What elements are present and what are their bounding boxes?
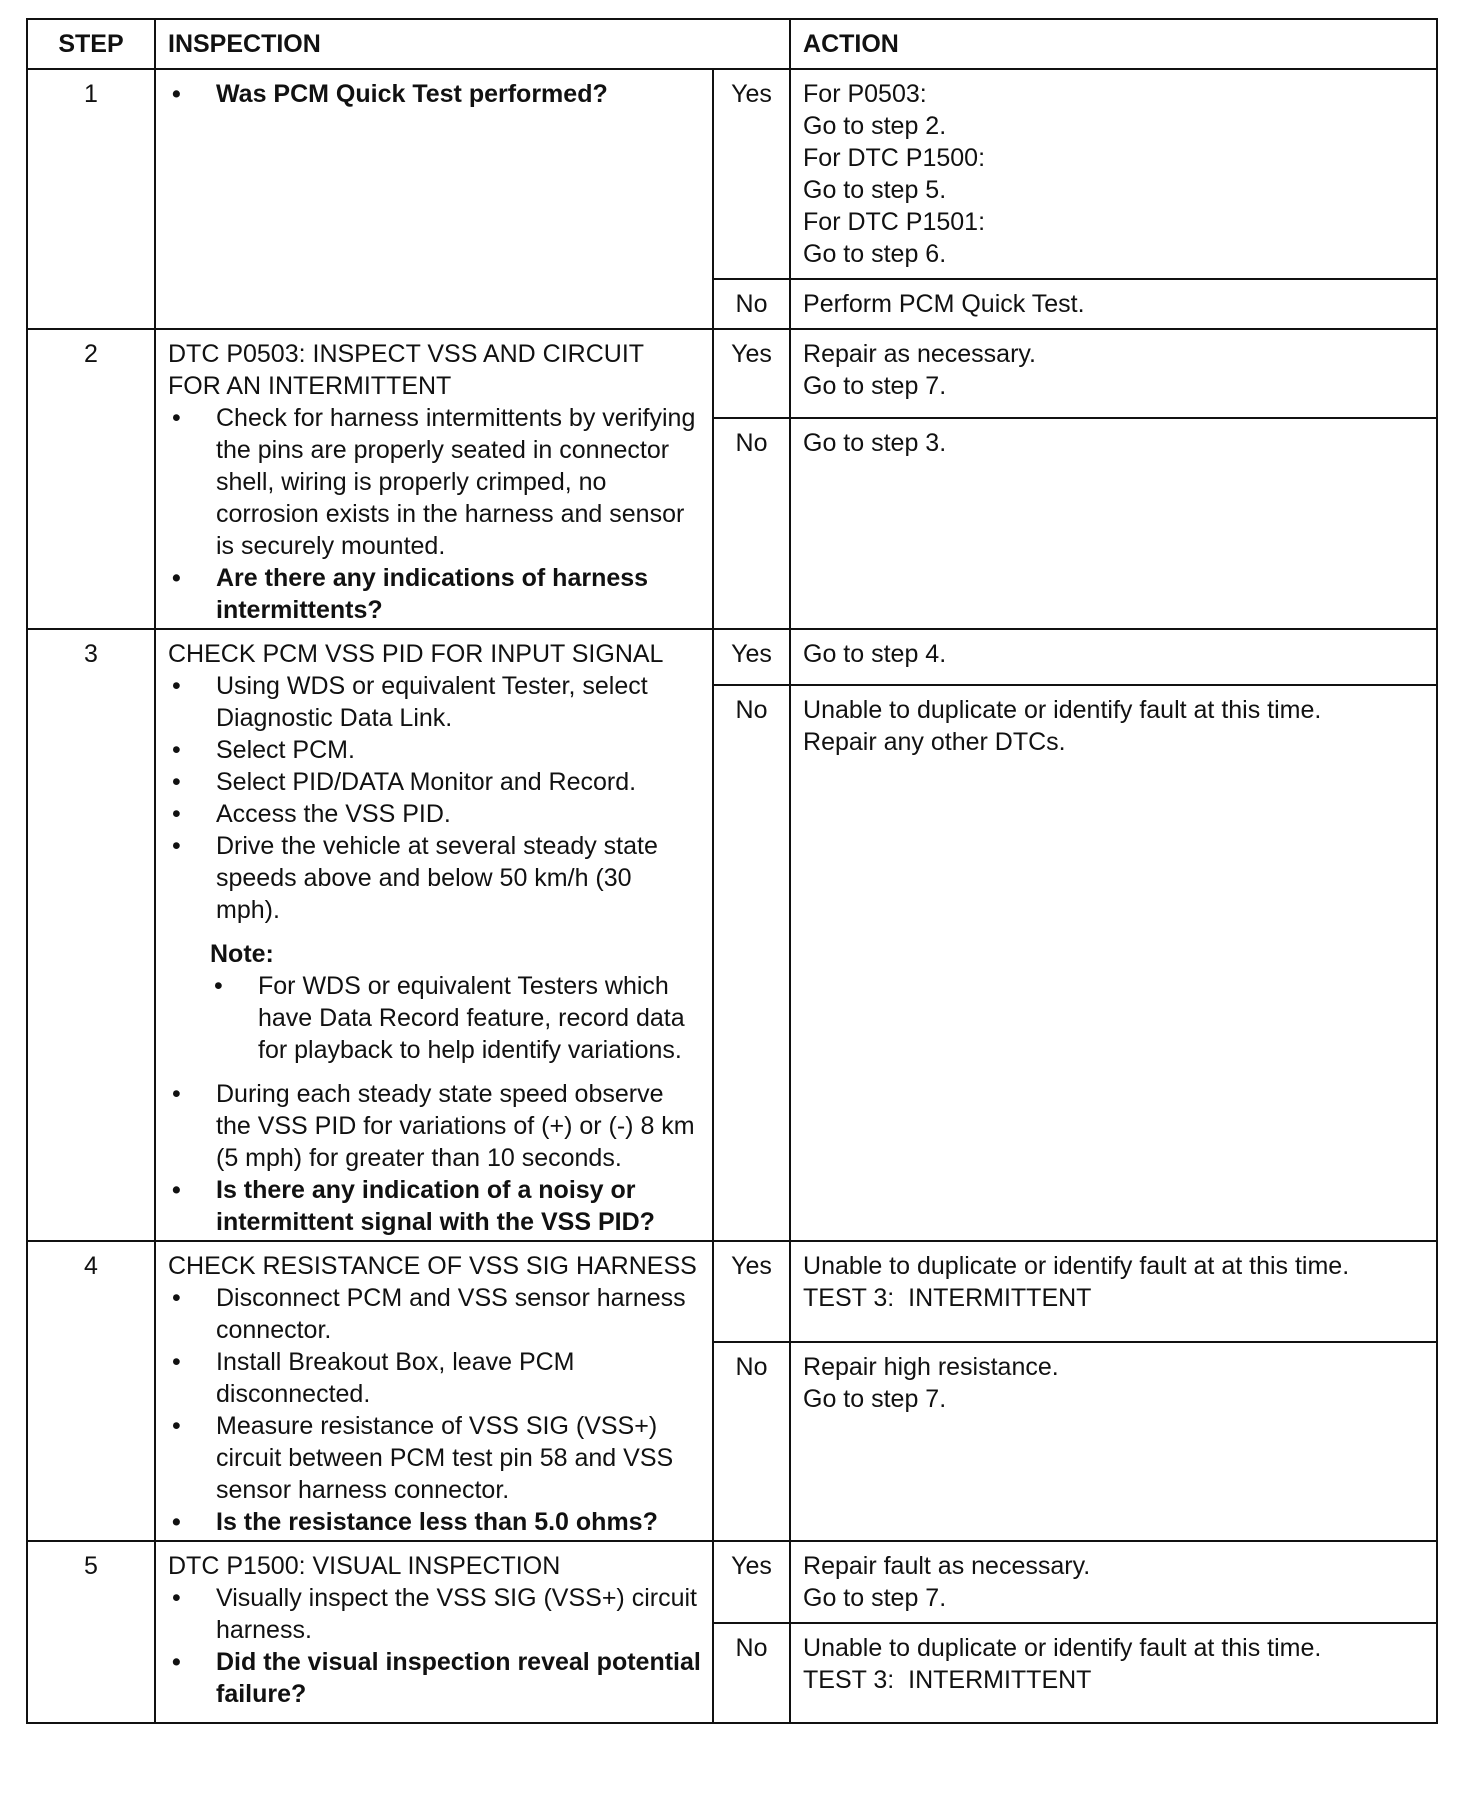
inspection-instruction: • Check for harness intermittents by verifying the pins are properly seated in connector shell, wiring is properly crimped, no corrosion exists in the harness and sensor is securely mounted. [168, 402, 702, 562]
step-number: 1 [27, 69, 155, 329]
no-action-cell [790, 279, 1437, 329]
action-line: TEST 3: INTERMITTENT [803, 1284, 1092, 1312]
action-line: Go to step 7. [803, 372, 947, 400]
inspection-instruction: • Select PID/DATA Monitor and Record. [168, 766, 702, 798]
inspection-instruction: • Install Breakout Box, leave PCM disconnected. [168, 1346, 702, 1410]
bullet-list [168, 78, 702, 110]
inspection-title: DTC P0503: INSPECT VSS AND CIRCUIT FOR AN INTERMITTENT [168, 340, 651, 400]
note-item: • For WDS or equivalent Testers which have Data Record feature, record data for playback to help identify variations. [210, 970, 702, 1066]
action-line: Go to step 5. [803, 176, 947, 204]
action-line: Repair high resistance. [803, 1352, 1059, 1381]
step-row-yes [27, 1541, 1437, 1623]
inspection-instruction: • Measure resistance of VSS SIG (VSS+) circuit between PCM test pin 58 and VSS sensor harness connector. [168, 1410, 702, 1506]
action-line: For DTC P1500: [803, 144, 986, 172]
inspection-title: CHECK RESISTANCE OF VSS SIG HARNESS [168, 1252, 697, 1280]
action-line: TEST 3: INTERMITTENT [803, 1666, 1092, 1694]
inspection-instruction: • Drive the vehicle at several steady state speeds above and below 50 km/h (30 mph). [168, 830, 702, 926]
inspection-title: DTC P1500: VISUAL INSPECTION [168, 1552, 561, 1580]
action-line: Go to step 3. [803, 428, 947, 457]
step-number: 2 [27, 329, 155, 629]
yes-label: Yes [713, 329, 790, 418]
yes-label: Yes [713, 69, 790, 279]
inspection-cell [155, 329, 713, 629]
no-label: No [713, 1623, 790, 1723]
inspection-title: CHECK PCM VSS PID FOR INPUT SIGNAL [168, 640, 664, 668]
step-number: 4 [27, 1241, 155, 1541]
yes-action-cell [790, 329, 1437, 418]
inspection-question: • Was PCM Quick Test performed? [168, 78, 702, 110]
no-label: No [713, 685, 790, 1241]
yes-action-cell [790, 1541, 1437, 1623]
no-label: No [713, 418, 790, 629]
inspection-column-header: INSPECTION [155, 19, 790, 69]
inspection-instruction: • Select PCM. [168, 734, 702, 766]
step-row-yes [27, 69, 1437, 279]
bullet-list [168, 1078, 702, 1238]
yes-label: Yes [713, 1241, 790, 1342]
inspection-cell [155, 69, 713, 329]
no-action-cell [790, 685, 1437, 1241]
inspection-instruction: • Disconnect PCM and VSS sensor harness connector. [168, 1282, 702, 1346]
action-line: Go to step 7. [803, 1584, 947, 1612]
bullet-list [168, 402, 702, 626]
action-line: Go to step 2. [803, 112, 947, 140]
note-title: Note: [210, 940, 274, 968]
inspection-question: • Did the visual inspection reveal potential failure? [168, 1646, 702, 1710]
step-number: 3 [27, 629, 155, 1241]
yes-label: Yes [713, 1541, 790, 1623]
action-line: Unable to duplicate or identify fault at this time. [803, 695, 1322, 724]
action-line: Perform PCM Quick Test. [803, 290, 1085, 318]
diagnostic-procedure-document [26, 18, 1436, 1724]
inspection-cell [155, 629, 713, 1241]
inspection-question: • Is the resistance less than 5.0 ohms? [168, 1506, 702, 1538]
inspection-question: • Is there any indication of a noisy or intermittent signal with the VSS PID? [168, 1174, 702, 1238]
action-line: Unable to duplicate or identify fault at this time. [803, 1634, 1322, 1662]
inspection-cell [155, 1541, 713, 1723]
yes-action-cell [790, 69, 1437, 279]
no-action-cell [790, 1623, 1437, 1723]
yes-label: Yes [713, 629, 790, 685]
step-number: 5 [27, 1541, 155, 1723]
action-line: Go to step 4. [803, 640, 947, 668]
action-line: Unable to duplicate or identify fault at at this time. [803, 1252, 1350, 1280]
inspection-cell [155, 1241, 713, 1541]
step-row-yes [27, 629, 1437, 685]
action-line: Go to step 7. [803, 1384, 947, 1413]
bullet-list [168, 670, 702, 926]
no-label: No [713, 279, 790, 329]
inspection-instruction: • During each steady state speed observe the VSS PID for variations of (+) or (-) 8 km (5 mph) for greater than 10 seconds. [168, 1078, 702, 1174]
diagnostic-steps-table [26, 18, 1438, 1724]
no-label: No [713, 1342, 790, 1541]
step-row-yes [27, 1241, 1437, 1342]
inspection-instruction: • Using WDS or equivalent Tester, select Diagnostic Data Link. [168, 670, 702, 734]
note-block [210, 938, 702, 1066]
step-row-yes [27, 329, 1437, 418]
inspection-instruction: • Visually inspect the VSS SIG (VSS+) circuit harness. [168, 1582, 702, 1646]
action-line: Repair any other DTCs. [803, 727, 1066, 756]
no-action-cell [790, 418, 1437, 629]
action-line: Repair as necessary. [803, 340, 1036, 368]
action-line: For DTC P1501: [803, 208, 986, 236]
yes-action-cell [790, 1241, 1437, 1342]
step-column-header: STEP [27, 19, 155, 69]
action-column-header: ACTION [790, 19, 1437, 69]
table-header-row [27, 19, 1437, 69]
bullet-list [168, 1582, 702, 1710]
yes-action-cell [790, 629, 1437, 685]
inspection-instruction: • Access the VSS PID. [168, 798, 702, 830]
action-line: For P0503: [803, 80, 927, 108]
note-bullet-list [210, 970, 702, 1066]
action-line: Go to step 6. [803, 240, 947, 268]
no-action-cell [790, 1342, 1437, 1541]
bullet-list [168, 1282, 702, 1538]
action-line: Repair fault as necessary. [803, 1552, 1091, 1580]
inspection-question: • Are there any indications of harness intermittents? [168, 562, 702, 626]
